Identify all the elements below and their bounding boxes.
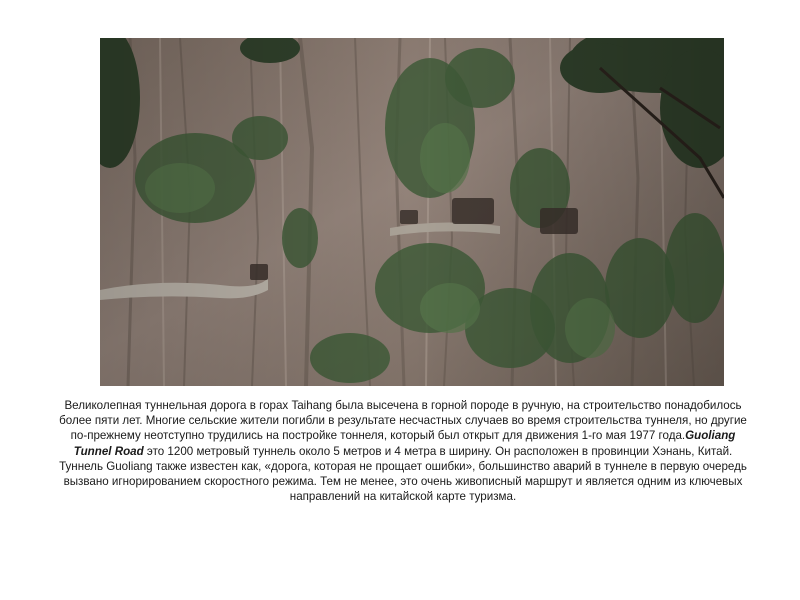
caption-part-2: это 1200 метровый туннель около 5 метров и 4 метра в ширину. Он расположен в провинции Хэнань, Китай. Туннель Guoliang также известен как, «дорога, которая не прощает ошибки», большинство аварий в туннеле в первую очередь вызвано игнорированием скоростного режима. Тем не менее, это очень живописный маршрут и является одним из ключевых направлений на китайской карте туризма. — [59, 444, 747, 504]
guoliang-tunnel-photo — [100, 38, 724, 386]
caption-text — [58, 398, 748, 504]
caption-highlight: Guoliang Tunnel Road — [73, 429, 736, 458]
caption-part-1: Великолепная туннельная дорога в горах Taihang была высечена в горной породе в ручную, на строительство понадобилось более пяти лет. Многие сельские жители погибли в результате несчастных случаев во время строительства туннеля, но другие по-прежнему неотступно трудились на постройке тоннеля, который был открыт для движения 1-го мая 1977 года. — [59, 399, 747, 443]
